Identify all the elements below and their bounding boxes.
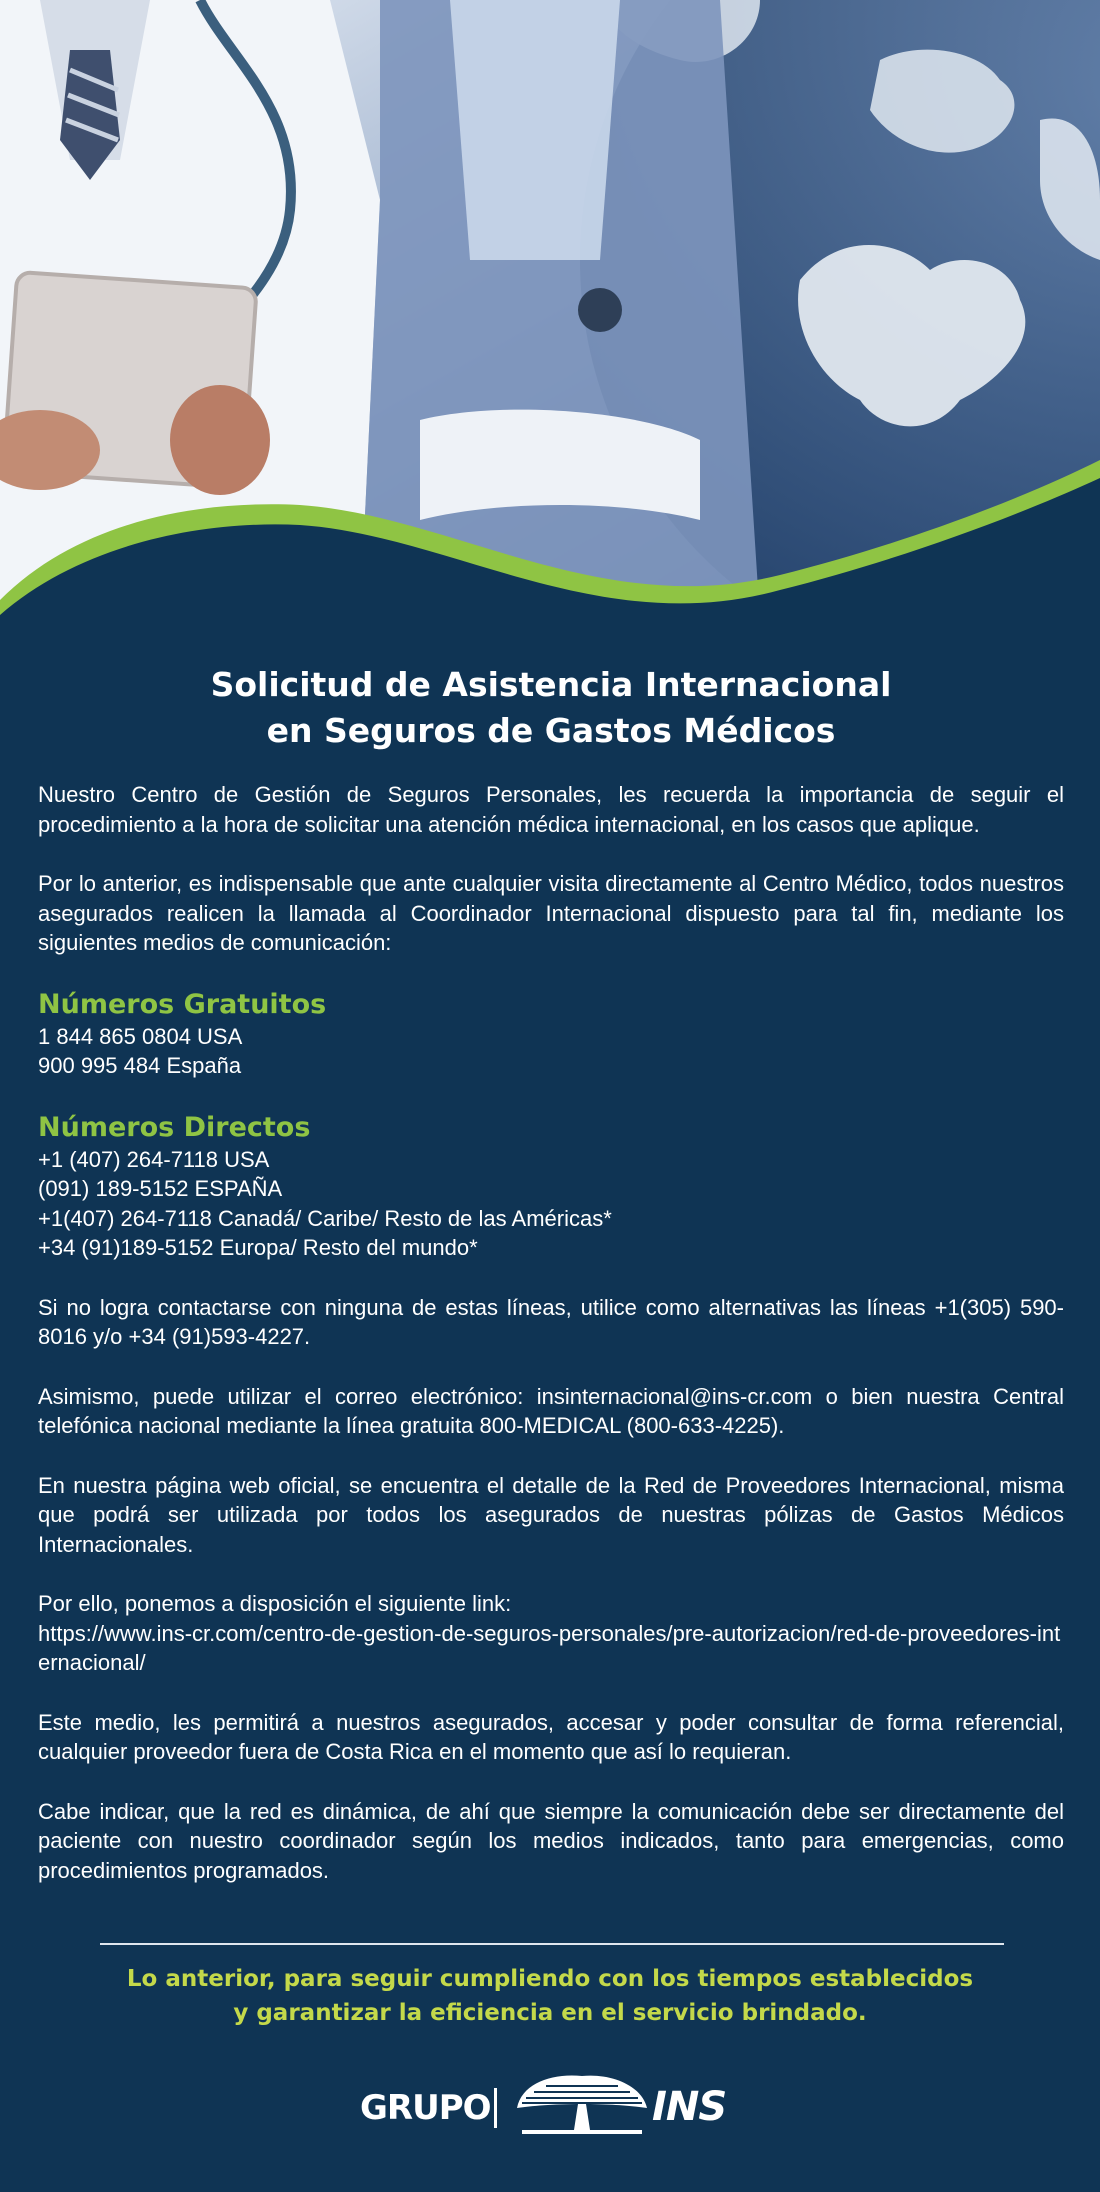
closing-line-2: y garantizar la eficiencia en el servicio brindado. (233, 2000, 867, 2026)
intro-paragraph-2: Por lo anterior, es indispensable que ante cualquier visita directamente al Centro Médico, todos nuestros asegurados realicen la llamada al Coordinador Internacional dispuesto para tal fin, mediante los siguientes medios de comunicación: (38, 871, 1064, 955)
grupo-ins-logo (360, 2068, 760, 2148)
stethoscope-head (578, 288, 622, 332)
logo-group-text: GRUPO (360, 2088, 491, 2128)
direct-number: +34 (91)189-5152 Europa/ Resto del mundo* (38, 1235, 478, 1260)
direct-number: (091) 189-5152 ESPAÑA (38, 1176, 283, 1201)
toll-free-number: 900 995 484 España (38, 1053, 242, 1078)
divider (100, 1943, 1004, 1945)
direct-number: +1(407) 264-7118 Canadá/ Caribe/ Resto de las Américas* (38, 1205, 612, 1231)
direct-numbers-title: Números Directos (38, 1111, 311, 1143)
crossed-arms (420, 410, 700, 520)
logo-brand-text: INS (652, 2084, 727, 2130)
title-line-1: Solicitud de Asistencia Internacional (210, 665, 892, 704)
tree-logo-icon (512, 2068, 652, 2148)
intro-paragraph-1: Nuestro Centro de Gestión de Seguros Personales, les recuerda la importancia de seguir el procedimiento a la hora de solicitar una atención médica internacional, en los casos que aplique. (38, 782, 1064, 837)
email-paragraph: Asimismo, puede utilizar el correo electrónico: insinternacional@ins-cr.com o bien nuestra Central telefónica nacional mediante la línea gratuita 800-MEDICAL (800-633-4225). (38, 1383, 1064, 1438)
title-line-2: en Seguros de Gastos Médicos (266, 711, 836, 750)
hero-illustration (0, 0, 1100, 620)
web-paragraph: En nuestra página web oficial, se encuentra el detalle de la Red de Proveedores Internacional, misma que podrá ser utilizada por todos los asegurados de nuestras pólizas de Gastos Médicos Internacionales. (38, 1472, 1064, 1557)
doctor-center-scrubs (450, 0, 620, 260)
toll-free-number: 1 844 865 0804 USA (38, 1023, 243, 1049)
closing-message (0, 1962, 1100, 2030)
access-paragraph: Este medio, les permitirá a nuestros asegurados, accesar y poder consultar de forma referencial, cualquier proveedor fuera de Costa Rica en el momento que así lo requieran. (38, 1709, 1064, 1764)
hand (170, 385, 270, 495)
toll-free-title: Números Gratuitos (38, 988, 327, 1020)
logo-separator (494, 2088, 497, 2128)
direct-number: +1 (407) 264-7118 USA (38, 1146, 270, 1172)
network-paragraph: Cabe indicar, que la red es dinámica, de ahí que siempre la comunicación debe ser directamente del paciente con nuestro coordinador según los medios indicados, tanto para emergencias, como procedimientos programados. (38, 1798, 1064, 1883)
alternatives-paragraph: Si no logra contactarse con ninguna de estas líneas, utilice como alternativas las líneas +1(305) 590-8016 y/o +34 (91)593-4227. (38, 1294, 1064, 1349)
link-intro: Por ello, ponemos a disposición el siguiente link: (38, 1591, 512, 1616)
main-content (38, 662, 1064, 1885)
page-title (38, 662, 1064, 754)
closing-line-1: Lo anterior, para seguir cumpliendo con los tiempos establecidos (126, 1966, 974, 1992)
provider-network-link[interactable]: https://www.ins-cr.com/centro-de-gestion-de-seguros-personales/pre-autorizacion/red-de-proveedores-internacional/ (38, 1620, 1061, 1675)
hero-image (0, 0, 1100, 620)
